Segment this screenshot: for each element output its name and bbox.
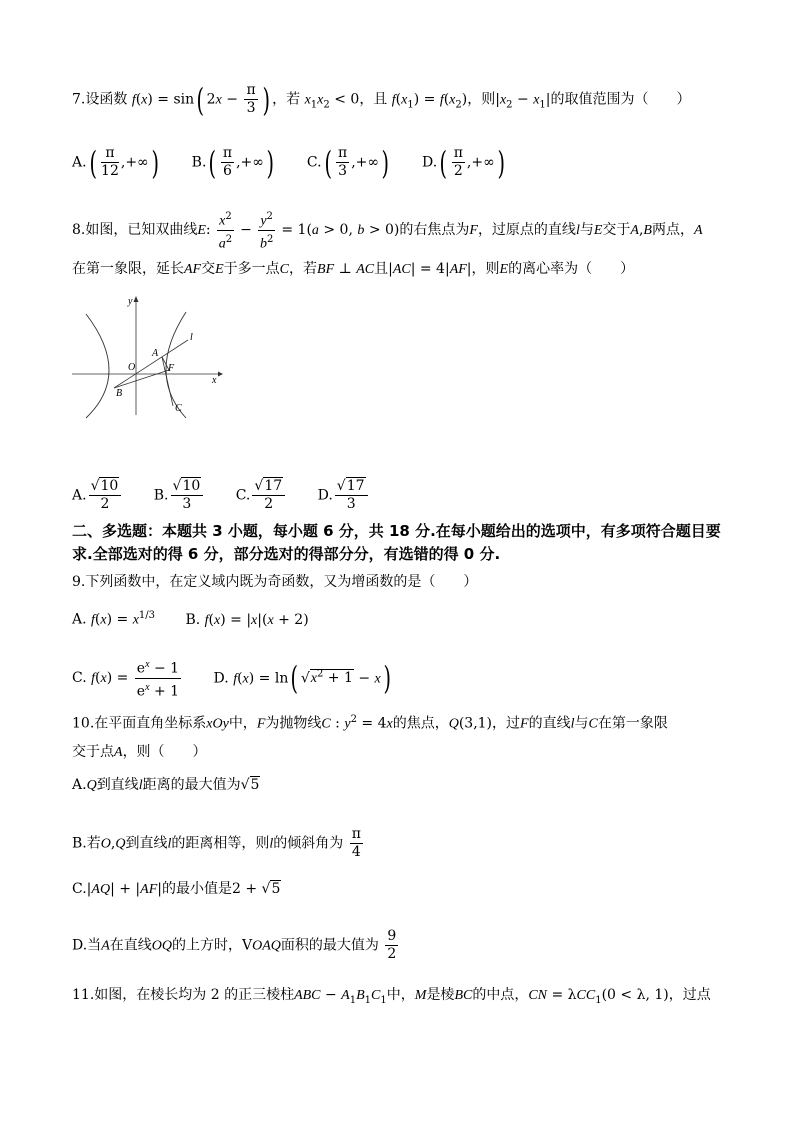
- q10-text-a: 10.在平面直角坐标系: [72, 715, 207, 732]
- q10-opt-d-3: 的上方时，: [171, 937, 242, 954]
- q8-text-b: 的右焦点为: [399, 222, 470, 239]
- fig-label-b: B: [116, 388, 123, 399]
- section-2-header: 二、多选题：本题共 3 小题，每小题 6 分，共 18 分.在每小题给出的选项中，有多项符合题目要求.全部选对的得 6 分，部分选对的得部分分，有选错的得 0 分.: [72, 522, 721, 563]
- q8-number: 8.: [72, 222, 86, 239]
- fig-label-a: A: [152, 348, 159, 359]
- q7-number: 7.: [72, 91, 86, 108]
- q9-option-c-label: C.: [72, 670, 87, 687]
- fig-label-c: C: [175, 403, 182, 414]
- q7-option-c-label: C.: [306, 154, 322, 171]
- q10-opt-d-1: D.当: [72, 937, 102, 954]
- q7-text-b: ，若: [272, 91, 301, 108]
- q10-stem-line2: 交于点A，则（ ）: [72, 744, 207, 760]
- q7-text-e: 的取值范围为（ ）: [550, 91, 691, 108]
- q10-option-a: A.Q到直线l距离的最大值为√5: [72, 777, 260, 793]
- q10-opt-b-2: 到直线: [125, 835, 168, 852]
- q7-option-d: D.( $\frac{\pi}{2}$ ,+∞): [422, 143, 505, 182]
- q8-option-c-label: C.: [235, 487, 251, 504]
- q11-text-e: ，过点: [668, 987, 711, 1003]
- q9-option-d-label: D.: [213, 670, 229, 687]
- q10-option-b: B.若O,Q到直线l的距离相等，则l的倾斜角为 $\frac{\pi}{4}$: [72, 826, 361, 860]
- q10-text-e: ，过: [492, 715, 521, 732]
- q9-options-cd: [72, 656, 419, 700]
- q8-option-a: A. $\frac{√10}{2}$: [72, 478, 123, 513]
- q9-option-b-label: B.: [185, 611, 201, 628]
- q10-text-d: 的焦点，: [392, 715, 449, 732]
- q7-option-b: B.( $\frac{\pi}{6}$ ,+∞): [191, 143, 274, 182]
- q8-text-a: 如图，已知双曲线: [85, 222, 198, 239]
- q10-opt-c-1: C.: [72, 881, 87, 897]
- q8-option-c: C. $\frac{√17}{2}$: [236, 478, 287, 513]
- q8-line2-f: ，则: [471, 261, 500, 277]
- q9-option-a-label: A.: [72, 611, 87, 628]
- fig-label-y: y: [128, 296, 133, 307]
- q11-text-c: 是棱: [426, 987, 455, 1003]
- q10-text-g: 与: [574, 715, 589, 732]
- fig-label-l: l: [190, 332, 193, 343]
- q8-text-d: 与: [579, 222, 594, 239]
- q10-opt-a-1: A.: [72, 777, 87, 793]
- q8-line2-c: 于多一点: [223, 261, 280, 277]
- q8-hyperbola-figure: [70, 290, 230, 420]
- q7-option-c: C.( $\frac{\pi}{3}$ ,+∞): [306, 143, 390, 182]
- q10-text-b: 中，: [228, 715, 257, 732]
- q10-line2-b: ，则（ ）: [122, 744, 207, 760]
- q8-options: [72, 478, 396, 513]
- q10-opt-b-4: 的倾斜角为: [273, 835, 344, 852]
- q9-option-a: A. $f(x) = x^{1/3}$: [72, 610, 155, 628]
- q8-line2-a: 在第一象限，延长: [72, 261, 184, 277]
- q10-option-c: C.|AQ| + |AF|的最小值是2 + √5: [72, 881, 281, 897]
- q8-option-d-label: D.: [317, 487, 333, 504]
- q7-stem: 7.设函数 f(x) = sin( 2x − $\frac{\pi}{3}$ ) ，若 $x_1x_2 < 0$，且 $f(x_1) = f(x_2)$，则$|x_2 - x_1|$的取值范围为（ ）: [72, 80, 691, 119]
- q7-options: [72, 145, 533, 180]
- q10-text-c: 为抛物线: [265, 715, 322, 732]
- q8-option-b-label: B.: [153, 487, 169, 504]
- q7-option-d-label: D.: [422, 154, 438, 171]
- q8-option-a-label: A.: [72, 487, 87, 504]
- q10-opt-d-4: 面积的最大值为: [280, 937, 379, 954]
- q10-line2-a: 交于点: [72, 744, 114, 760]
- q8-option-d: D. $\frac{√17}{3}$: [318, 478, 370, 513]
- q8-text-f: 两点，: [651, 222, 694, 239]
- q7-text-c: ，且: [359, 91, 388, 108]
- q8-option-b: B. $\frac{√10}{3}$: [154, 478, 206, 513]
- q10-text-f: 的直线: [528, 715, 571, 732]
- q7-option-a-label: A.: [72, 154, 87, 171]
- q9-option-c: C. f(x) = $\frac{e^x - 1}{e^x + 1}$: [72, 656, 183, 700]
- q10-opt-c-2: 的最小值是: [161, 881, 232, 897]
- q10-opt-b-1: B.若: [72, 835, 101, 852]
- q8-line2-e: 且: [374, 261, 389, 277]
- q10-stem: 10.在平面直角坐标系xOy中，F为抛物线C : $y^2 = 4x$的焦点，Q(3,1)，过F的直线l与C在第一象限: [72, 714, 668, 732]
- q11-text-b: 中，: [386, 987, 415, 1003]
- q8-stem-line2: 在第一象限，延长AF交E于多一点C，若BF ⊥ AC且|AC| = 4|AF|，则E的离心率为（ ）: [72, 261, 635, 277]
- q8-text-c: ，过原点的直线: [477, 222, 576, 239]
- q8-text-e: 交于: [602, 222, 631, 239]
- fig-label-x: x: [212, 375, 217, 386]
- q11-stem: 11.如图，在棱长均为 2 的正三棱柱ABC − $A_1B_1C_1$中，M是棱BC的中点，CN = λCC$_1$(0 < λ, 1)，过点: [72, 987, 711, 1006]
- q10-text-h: 在第一象限: [597, 715, 668, 732]
- fig-label-o: O: [128, 362, 136, 373]
- q7-text-d: ，则: [467, 91, 496, 108]
- q9-option-b: B. f(x) = |x|(x + 2): [185, 611, 309, 628]
- q11-text-a: 11.如图，在棱长均为 2 的正三棱柱: [72, 987, 295, 1003]
- q8-line2-g: 的离心率为（ ）: [508, 261, 635, 277]
- q8-line2-b: 交: [201, 261, 216, 277]
- q9-options-ab: [72, 606, 335, 631]
- fig-label-f: F: [168, 363, 175, 374]
- q10-opt-b-3: 的距离相等，则: [171, 835, 270, 852]
- q9-stem: 9.下列函数中，在定义域内既为奇函数，又为增函数的是（ ）: [72, 574, 478, 590]
- q10-opt-a-3: 距离的最大值为: [142, 777, 241, 793]
- q11-text-d: 的中点，: [472, 987, 529, 1003]
- q10-opt-d-2: 在直线: [109, 937, 152, 954]
- q10-option-d: D.当A在直线OQ的上方时，VOAQ面积的最大值为 $\frac{9}{2}$: [72, 928, 397, 962]
- q8-stem: 8.如图，已知双曲线E: $\frac{x^2}{a^2}$ − $\frac{y^2}{b^2}$ = 1(a > 0, b > 0)的右焦点为F，过原点的直线l与E交于A,B两点，A: [72, 208, 703, 252]
- q7-text-a: 设函数: [85, 91, 128, 108]
- q7-option-a: A.( $\frac{\pi}{12}$ ,+∞): [72, 143, 159, 182]
- q8-line2-d: ，若: [289, 261, 318, 277]
- q7-frac-pi-3: $\frac{\pi}{3}$: [246, 82, 256, 116]
- q9-option-d: D. f(x) = ln( $√x^2 + 1 - x$): [213, 659, 391, 698]
- q7-option-b-label: B.: [191, 154, 207, 171]
- q10-opt-a-2: 到直线: [96, 777, 139, 793]
